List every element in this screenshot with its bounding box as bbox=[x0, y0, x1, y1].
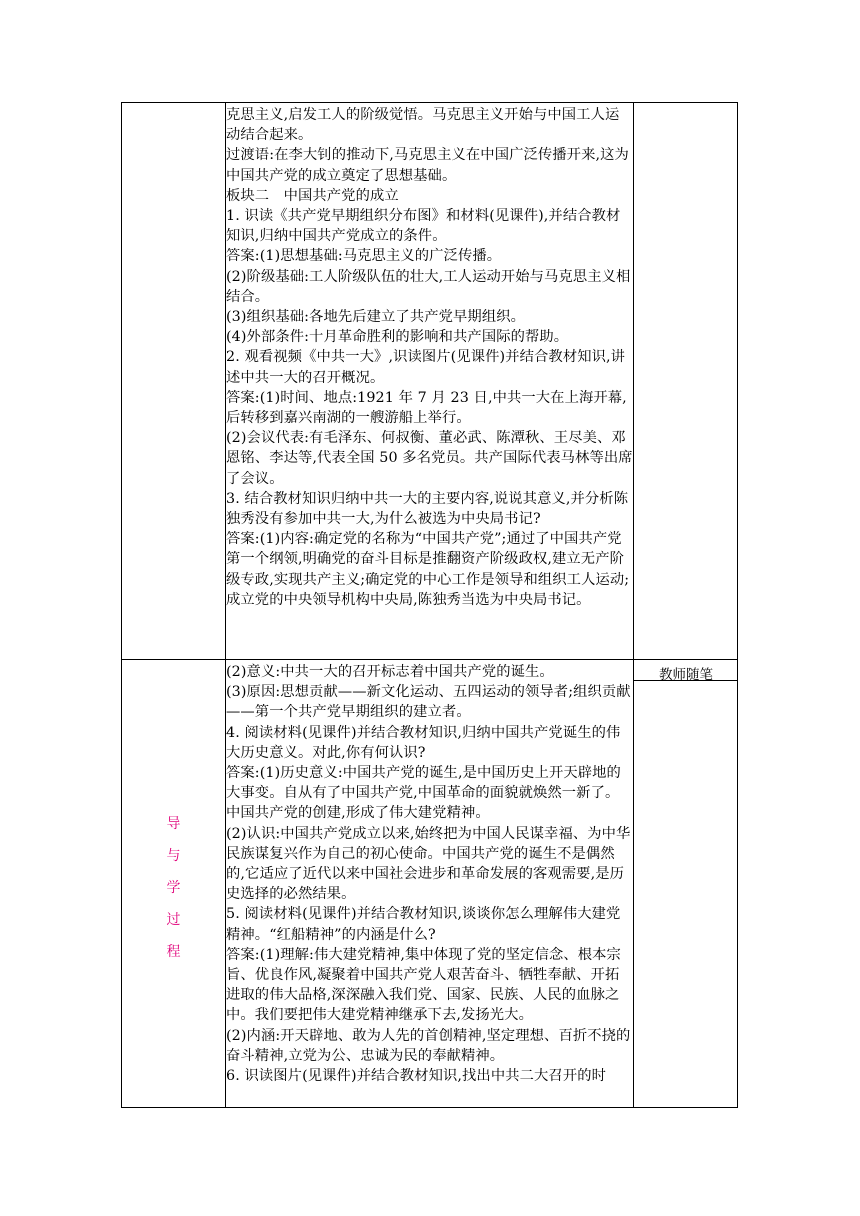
table-top-border bbox=[121, 102, 738, 103]
question: 4. 阅读材料(见课件)并结合教材知识,归纳中国共产党诞生的伟大历史意义。对此,你有何认识? bbox=[226, 724, 621, 761]
answer: 答案:(1)内容:确定党的名称为“中国共产党”;通过了中国共产党第一个纲领,明确党的奋斗目标是推翻资产阶级政权,建立无产阶级专政,实现共产主义;确定党的中心工作是领导和组织工人运动;成立党的中央领导机构中央局,陈独秀当选为中央局书记。 bbox=[226, 531, 630, 608]
question: 1. 识读《共产党早期组织分布图》和材料(见课件),并结合教材知识,归纳中国共产党成立的条件。 bbox=[226, 208, 621, 245]
question: 5. 阅读材料(见课件)并结合教材知识,谈谈你怎么理解伟大建党精神。“红船精神”的内涵是什么? bbox=[226, 906, 621, 943]
answer: (2)阶级基础:工人阶级队伍的壮大,工人运动开始与马克思主义相结合。 bbox=[226, 268, 631, 305]
side-label-char: 与 bbox=[166, 848, 181, 864]
side-label-char: 学 bbox=[166, 880, 181, 896]
answer: 答案:(1)理解:伟大建党精神,集中体现了党的坚定信念、根本宗旨、优良作风,凝聚着中国共产党人艰苦奋斗、牺牲奉献、开拓进取的伟大品格,深深融入我们党、国家、民族、人民的血脉之中。我们要把伟大建党精神继承下去,发扬光大。 bbox=[226, 946, 621, 1024]
answer: (2)内涵:开天辟地、敢为人先的首创精神,坚定理想、百折不挠的奋斗精神,立党为公、忠诚为民的奉献精神。 bbox=[226, 1027, 631, 1064]
answer: (2)会议代表:有毛泽东、何叔衡、董必武、陈潭秋、王尽美、邓恩铭、李达等,代表全国 50 多名党员。共产国际代表马林等出席了会议。 bbox=[226, 430, 633, 487]
question: 3. 结合教材知识归纳中共一大的主要内容,说说其意义,并分析陈独秀没有参加中共一大,为什么被选为中央局书记? bbox=[226, 490, 629, 528]
side-label-char: 程 bbox=[166, 944, 181, 960]
content-block-2 bbox=[226, 662, 633, 1086]
answer: 答案:(1)历史意义:中国共产党的诞生,是中国历史上开天辟地的大事变。自从有了中国共产党,中国革命的面貌就焕然一新了。中国共产党的创建,形成了伟大建党精神。 bbox=[226, 765, 621, 822]
lesson-table bbox=[121, 102, 738, 1108]
answer: 答案:(1)思想基础:马克思主义的广泛传播。 bbox=[226, 248, 502, 265]
paragraph: 过渡语:在李大钊的推动下,马克思主义在中国广泛传播开来,这为中国共产党的成立奠定了思想基础。 bbox=[226, 147, 629, 184]
question: 6. 识读图片(见课件)并结合教材知识,找出中共二大召开的时 bbox=[226, 1068, 607, 1085]
answer: 答案:(1)时间、地点:1921 年 7 月 23 日,中共一大在上海开幕,后转移到嘉兴南湖的一艘游船上举行。 bbox=[226, 389, 627, 427]
answer: (3)原因:思想贡献——新文化运动、五四运动的领导者;组织贡献——第一个共产党早期组织的建立者。 bbox=[226, 684, 631, 721]
table-bottom-border bbox=[121, 1107, 738, 1108]
question: 2. 观看视频《中共一大》,识读图片(见课件)并结合教材知识,讲述中共一大的召开概况。 bbox=[226, 349, 626, 386]
table-right-border bbox=[737, 102, 738, 1108]
section-heading: 板块二 中国共产党的成立 bbox=[226, 187, 399, 204]
column-divider-right bbox=[633, 102, 634, 1108]
teacher-notes-header: 教师随笔 bbox=[659, 667, 713, 683]
side-label-char: 导 bbox=[166, 816, 181, 832]
answer: (2)意义:中共一大的召开标志着中国共产党的诞生。 bbox=[226, 664, 554, 680]
row-divider bbox=[121, 659, 738, 660]
side-label-guide-learn-process bbox=[121, 808, 226, 968]
content-block-1 bbox=[226, 105, 633, 610]
answer: (2)认识:中国共产党成立以来,始终把为中国人民谋幸福、为中华民族谋复兴作为自己的初心使命。中国共产党的诞生不是偶然的,它适应了近代以来中国社会进步和革命发展的客观需要,是历史选择的必然结果。 bbox=[226, 825, 631, 903]
paragraph: 克思主义,启发工人的阶级觉悟。马克思主义开始与中国工人运动结合起来。 bbox=[226, 107, 620, 144]
answer: (4)外部条件:十月革命胜利的影响和共产国际的帮助。 bbox=[226, 329, 569, 346]
answer: (3)组织基础:各地先后建立了共产党早期组织。 bbox=[226, 309, 526, 326]
side-label-char: 过 bbox=[166, 912, 181, 928]
